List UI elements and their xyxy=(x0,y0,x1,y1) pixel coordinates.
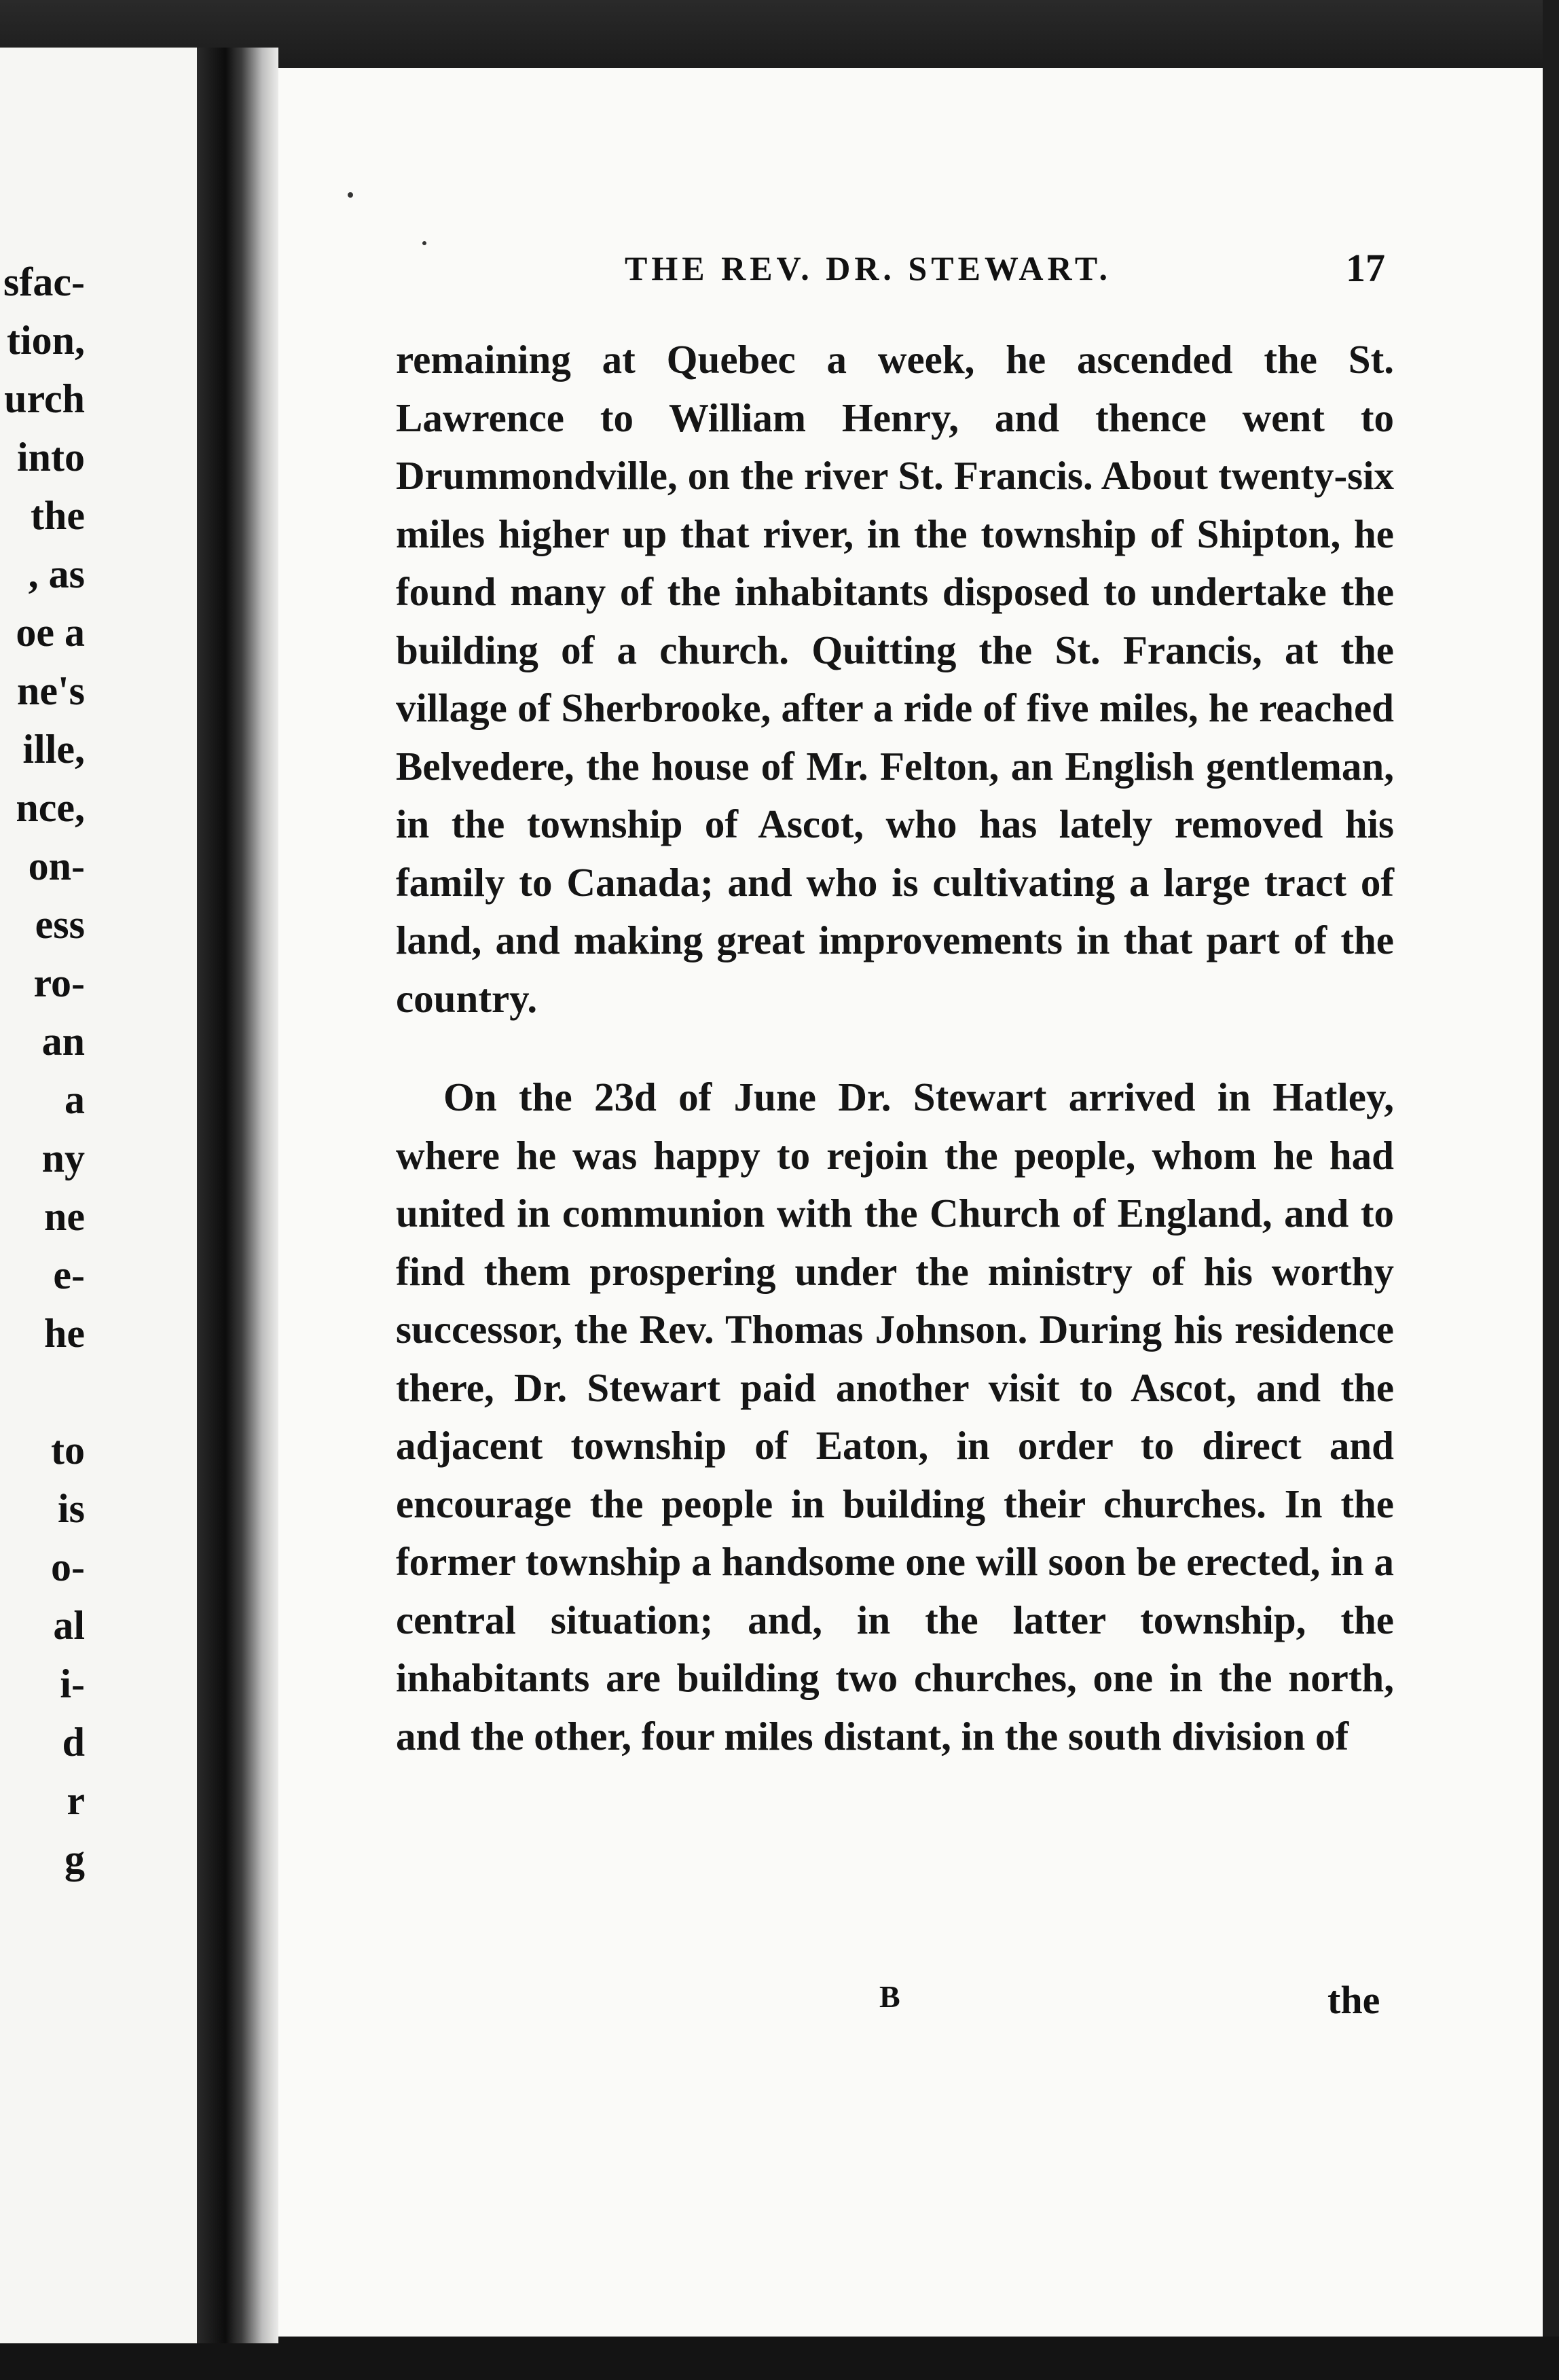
body-text xyxy=(396,331,1394,1765)
left-page-fragment: an xyxy=(41,1019,85,1064)
left-page-fragment: on- xyxy=(28,844,85,888)
left-page-fragment: urch xyxy=(4,376,85,421)
catchword: the xyxy=(1327,1978,1380,2022)
facing-page-left xyxy=(0,48,197,2343)
book-gutter xyxy=(197,48,278,2343)
left-page-fragment: , as xyxy=(28,552,85,596)
left-page-fragment: ne's xyxy=(16,668,85,713)
page-number: 17 xyxy=(1346,246,1385,290)
left-page-fragment: to xyxy=(51,1428,85,1473)
left-page-fragment: al xyxy=(53,1603,85,1648)
left-page-fragment: d xyxy=(62,1720,85,1765)
running-title: THE REV. DR. STEWART. xyxy=(625,249,1112,287)
left-page-fragment: e- xyxy=(53,1252,85,1297)
paragraph-1: remaining at Quebec a week, he ascended the St. Lawrence to William Henry, and thence went to Drummondville, on the river St. Francis. About twenty-six miles higher up that river, in the township of Shipton, he found many of the inhabitants disposed to undertake the building of a church. Quitting the St. Francis, at the village of Sherbrooke, after a ride of five miles, he reached Belvedere, the house of Mr. Felton, an English gentleman, in the township of Ascot, who has lately removed his family to Canada; and who is cultivating a large tract of land, and making great improvements in that part of the country. xyxy=(396,337,1394,1021)
left-page-fragment: the xyxy=(31,493,85,538)
left-page-fragment: sfac- xyxy=(3,259,85,304)
print-speck xyxy=(348,192,353,198)
left-page-fragment: he xyxy=(44,1311,85,1356)
left-page-fragment: tion, xyxy=(6,318,85,363)
left-page-fragment: is xyxy=(57,1486,85,1531)
running-head xyxy=(346,241,1392,295)
signature-mark: B xyxy=(879,1979,900,2014)
left-page-fragment: ro- xyxy=(33,960,85,1005)
left-page-fragment: oe a xyxy=(16,610,85,655)
left-page-fragment: r xyxy=(67,1778,85,1823)
left-page-fragment: into xyxy=(16,435,85,480)
left-page-fragment: ny xyxy=(41,1136,85,1180)
left-page-fragment: o- xyxy=(51,1545,85,1589)
scan-border-right xyxy=(1543,0,1559,2380)
left-page-fragment: g xyxy=(65,1837,85,1881)
left-page-fragment: ess xyxy=(35,902,85,947)
left-page-fragment: i- xyxy=(60,1661,85,1706)
left-page-fragment: ille, xyxy=(22,727,85,772)
left-page-fragment: a xyxy=(65,1077,85,1122)
paragraph-2: On the 23d of June Dr. Stewart arrived in Hatley, where he was happy to rejoin the people, whom he had united in communion with the Church of England, and to find them prospering under the ministry of his worthy successor, the Rev. Thomas Johnson. During his residence there, Dr. Stewart paid another visit to Ascot, and the adjacent township of Eaton, in order to direct and encourage the people in building their churches. In the former township a handsome one will soon be erected, in a central situation; and, in the latter township, the inhabitants are building two churches, one in the north, and the other, four miles distant, in the south division of xyxy=(396,1075,1394,1759)
left-page-fragment: nce, xyxy=(16,785,85,830)
left-page-fragment: ne xyxy=(44,1194,85,1239)
